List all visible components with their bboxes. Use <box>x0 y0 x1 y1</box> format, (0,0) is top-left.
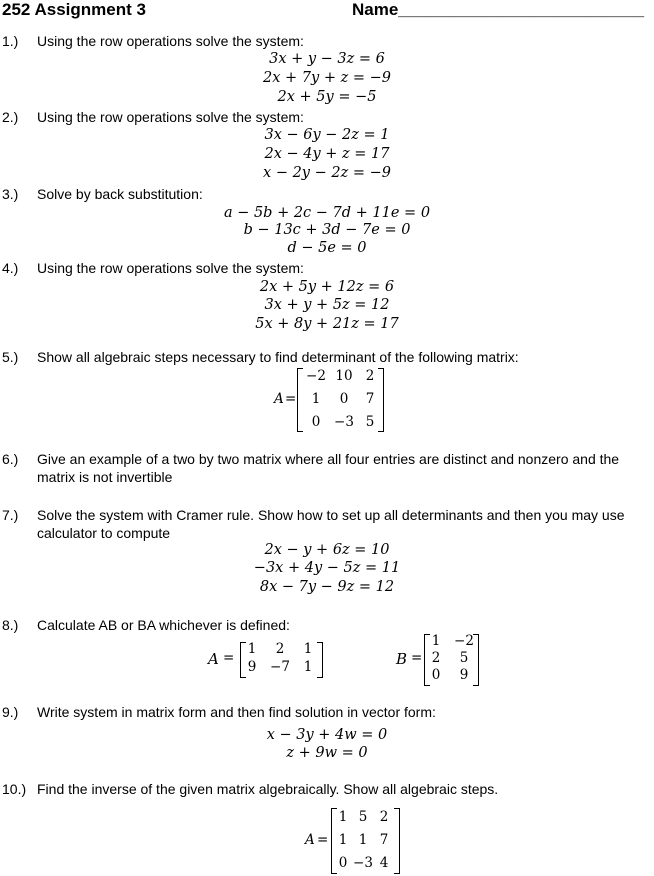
matrix-label: A <box>305 832 315 848</box>
question-number: 2.) <box>2 109 19 125</box>
matrix-cell: 1 <box>303 641 313 657</box>
equation: 2x + 7y + z = −9 <box>263 70 391 86</box>
equation: −3x + 4y − 5z = 11 <box>253 560 401 576</box>
matrix-cell: 1 <box>247 641 257 657</box>
right-bracket <box>473 634 479 686</box>
question-text: Using the row operations solve the system: <box>37 109 304 125</box>
matrix-cell: 1 <box>311 391 321 407</box>
equals-sign: = <box>285 391 297 407</box>
equation: b − 13c + 3d − 7e = 0 <box>243 222 411 238</box>
equation: d − 5e = 0 <box>287 240 367 256</box>
matrix-a <box>208 640 328 680</box>
equals-sign: = <box>411 650 423 666</box>
question-number: 1.) <box>2 33 19 49</box>
matrix-cell: 1 <box>358 832 368 848</box>
equals-sign: = <box>223 650 235 666</box>
question-text: Solve the system with Cramer rule. Show how to set up all determinants and then you may use calculator to compute <box>37 507 625 541</box>
equation: a − 5b + 2c − 7d + 11e = 0 <box>223 205 431 221</box>
matrix-cell: 0 <box>311 414 321 430</box>
inverse-matrix <box>303 806 403 874</box>
matrix-cell: −7 <box>270 659 290 675</box>
question-number: 6.) <box>2 451 19 467</box>
equation: 3x + y + 5z = 12 <box>264 297 390 313</box>
right-bracket <box>378 368 384 432</box>
matrix-cell: 0 <box>338 855 348 871</box>
equation: 5x + 8y + 21z = 17 <box>255 316 399 332</box>
matrix-cell: 10 <box>335 368 353 384</box>
matrix-cell: −2 <box>454 633 474 649</box>
question-text: Solve by back substitution: <box>37 186 203 202</box>
question-text: Show all algebraic steps necessary to find determinant of the following matrix: <box>37 349 519 365</box>
matrix-cell: 2 <box>365 368 375 384</box>
question-number: 5.) <box>2 349 19 365</box>
matrix-cell: −2 <box>306 368 326 384</box>
equation: z + 9w = 0 <box>286 745 368 761</box>
matrix-cell: 2 <box>379 809 389 825</box>
matrix-cell: 0 <box>339 391 349 407</box>
equation: 8x − 7y − 9z = 12 <box>259 579 395 595</box>
equation: 2x + 5y + 12z = 6 <box>259 279 395 295</box>
question-number: 3.) <box>2 186 19 202</box>
question-text: Write system in matrix form and then find solution in vector form: <box>37 704 436 720</box>
matrix-label: A <box>274 391 284 407</box>
assignment-title: 252 Assignment 3 <box>2 0 146 19</box>
matrix-cell: 2 <box>431 650 441 666</box>
determinant-matrix <box>272 366 392 432</box>
equation: x − 3y + 4w = 0 <box>266 727 388 743</box>
question-text: Calculate AB or BA whichever is defined: <box>37 617 290 633</box>
equation: 2x − 4y + z = 17 <box>264 146 390 162</box>
equals-sign: = <box>317 832 329 848</box>
question-number: 4.) <box>2 260 19 276</box>
question-text: Find the inverse of the given matrix algebraically. Show all algebraic steps. <box>37 781 499 797</box>
matrix-b <box>396 632 486 686</box>
matrix-cell: 1 <box>338 832 348 848</box>
matrix-cell: −3 <box>353 855 373 871</box>
matrix-cell: 5 <box>365 414 375 430</box>
matrix-cell: 1 <box>431 633 441 649</box>
matrix-cell: 0 <box>431 667 441 683</box>
question-text: Using the row operations solve the system: <box>37 260 304 276</box>
matrix-cell: 5 <box>358 809 368 825</box>
matrix-cell: 1 <box>338 809 348 825</box>
equation: 2x + 5y = −5 <box>277 89 377 105</box>
matrix-cell: 7 <box>379 832 389 848</box>
matrix-cell: 1 <box>303 659 313 675</box>
question-number: 9.) <box>2 704 19 720</box>
matrix-label: A <box>208 650 219 668</box>
matrix-cell: 9 <box>459 667 469 683</box>
matrix-cell: 5 <box>459 650 469 666</box>
question-number: 10.) <box>2 781 27 797</box>
question-number: 7.) <box>2 507 19 523</box>
right-bracket <box>317 642 323 678</box>
equation: 2x − y + 6z = 10 <box>264 542 390 558</box>
matrix-cell: 9 <box>247 659 257 675</box>
matrix-cell: 2 <box>275 641 285 657</box>
question-text: Using the row operations solve the system: <box>37 33 304 49</box>
matrix-cell: −3 <box>334 414 354 430</box>
name-field-label: Name__________________________ <box>352 0 645 19</box>
equation: 3x + y − 3z = 6 <box>269 51 385 67</box>
right-bracket <box>394 808 400 874</box>
matrix-label: B <box>396 650 408 668</box>
question-number: 8.) <box>2 617 19 633</box>
matrix-cell: 4 <box>379 855 389 871</box>
equation: 3x − 6y − 2z = 1 <box>264 127 390 143</box>
equation: x − 2y − 2z = −9 <box>263 165 391 181</box>
matrix-cell: 7 <box>365 391 375 407</box>
question-text: Give an example of a two by two matrix where all four entries are distinct and nonzero and the matrix is not invertible <box>37 451 620 485</box>
